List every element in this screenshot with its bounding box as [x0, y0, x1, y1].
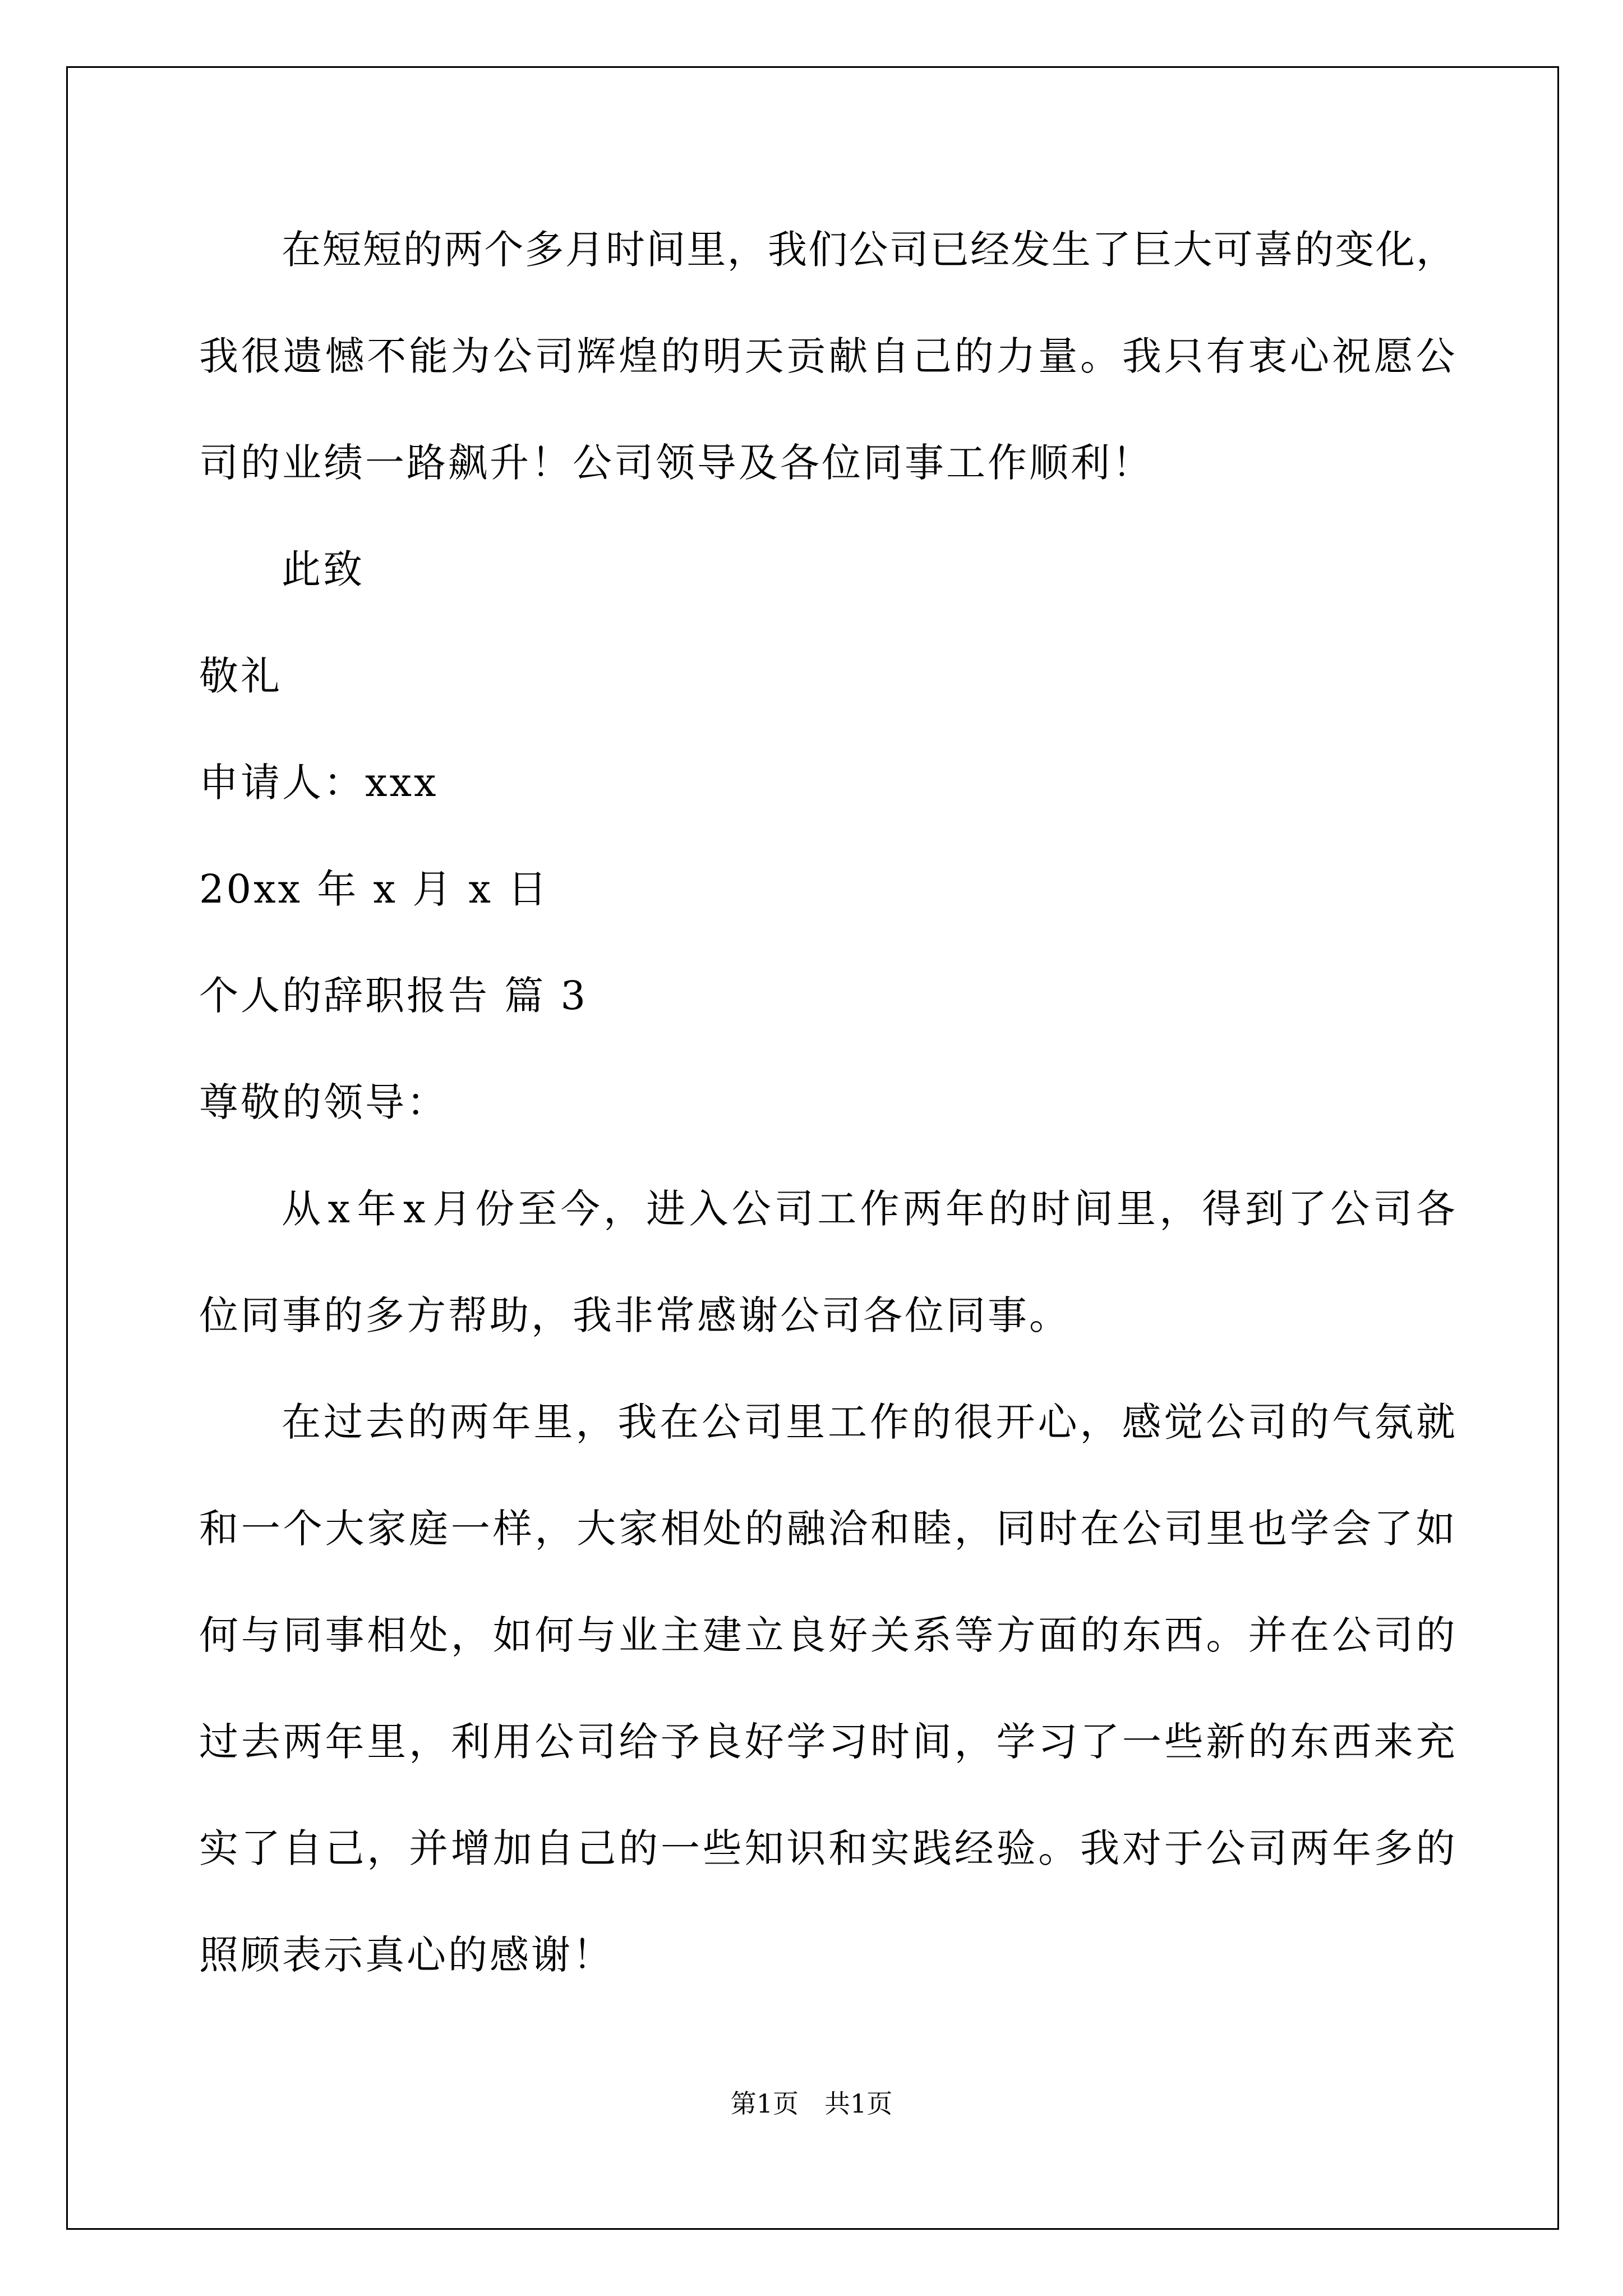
closing-regards: 敬礼	[199, 653, 282, 699]
paragraph-line: 过 去 两 年 里 ， 利 用 公 司 给 予 良 好 学 习 时 间 ， 学 习 了 一 些 新 的 东 西 来 充	[199, 1719, 1455, 1765]
page-footer: 第1页 共1页	[730, 2088, 893, 2119]
paragraph-line: 我 很 遗 憾 不 能 为 公 司 辉 煌 的 明 天 贡 献 自 己 的 力 量 。 我 只 有 衷 心 祝 愿 公	[199, 333, 1455, 379]
paragraph-line: 实 了 自 己 ， 并 增 加 自 己 的 一 些 知 识 和 实 践 经 验 。 我 对 于 公 司 两 年 多 的	[199, 1825, 1455, 1871]
greeting: 尊敬的领导：	[199, 1079, 448, 1125]
paragraph-line: 和 一 个 大 家 庭 一 样 ， 大 家 相 处 的 融 洽 和 睦 ， 同 时 在 公 司 里 也 学 会 了 如	[199, 1506, 1455, 1552]
letter-date: 20xx 年 x 月 x 日	[199, 866, 550, 912]
page-border	[66, 66, 1559, 2230]
paragraph-line: 在 短 短 的 两 个 多 月 时 间 里 ， 我 们 公 司 已 经 发 生 了 巨 大 可 喜 的 变 化 ，	[282, 227, 1455, 273]
applicant-signature: 申请人：xxx	[199, 760, 439, 806]
section-heading: 个人的辞职报告 篇 3	[199, 973, 588, 1019]
paragraph-line: 位同事的多方帮助，我非常感谢公司各位同事。	[199, 1292, 1071, 1338]
paragraph-line: 司的业绩一路飙升！公司领导及各位同事工作顺利！	[199, 440, 1154, 486]
closing-salutation: 此致	[282, 546, 365, 592]
paragraph-line: 照顾表示真心的感谢！	[199, 1932, 614, 1978]
paragraph-line: 在 过 去 的 两 年 里 ， 我 在 公 司 里 工 作 的 很 开 心 ， 感 觉 公 司 的 气 氛 就	[282, 1399, 1455, 1445]
paragraph-line: 何 与 同 事 相 处 ， 如 何 与 业 主 建 立 良 好 关 系 等 方 面 的 东 西 。 并 在 公 司 的	[199, 1612, 1455, 1658]
paragraph-line: 从 x 年 x 月 份 至 今 ， 进 入 公 司 工 作 两 年 的 时 间 里 ， 得 到 了 公 司 各	[282, 1186, 1455, 1232]
